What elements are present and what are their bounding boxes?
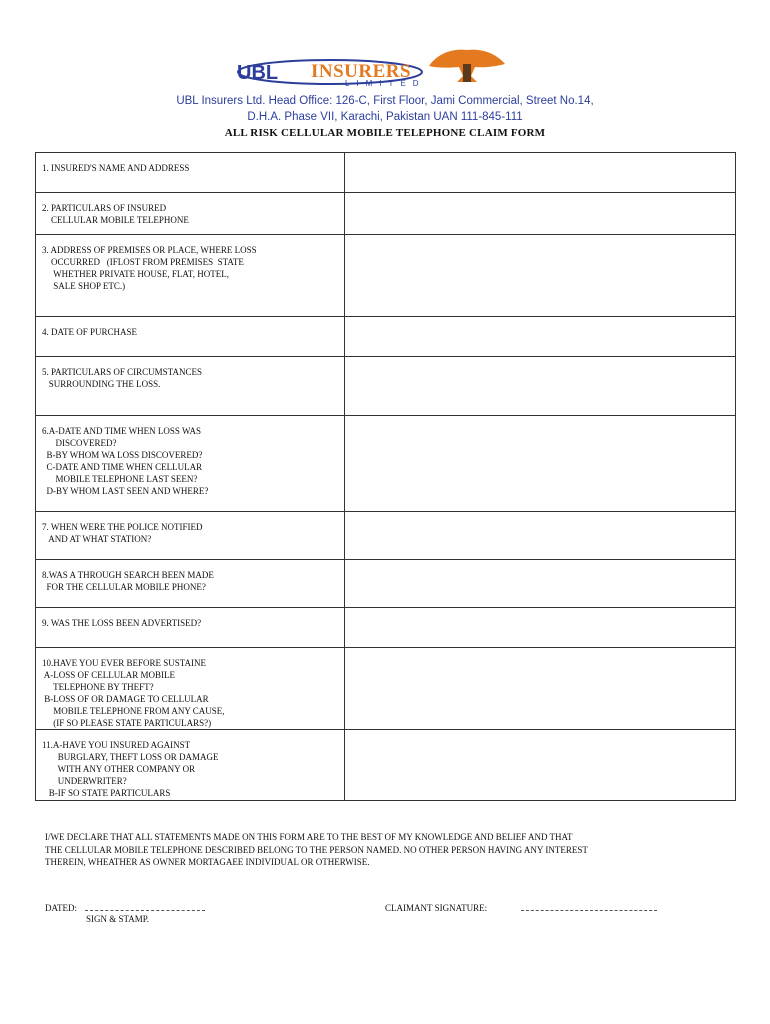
answer-field[interactable]	[344, 235, 735, 317]
question-line: 6.A-DATE AND TIME WHEN LOSS WAS	[42, 426, 202, 436]
answer-field[interactable]	[344, 648, 735, 730]
question-line: WITH ANY OTHER COMPANY OR	[42, 764, 196, 774]
question-label	[36, 730, 345, 801]
question-row	[36, 235, 736, 317]
claim-form-table	[35, 152, 736, 801]
question-line: 9. WAS THE LOSS BEEN ADVERTISED?	[42, 618, 202, 628]
question-line: TELEPHONE BY THEFT?	[42, 682, 154, 692]
question-line: UNDERWRITER?	[42, 776, 127, 786]
question-row	[36, 648, 736, 730]
logo-ubl: UBL	[237, 62, 279, 84]
tree-icon	[427, 46, 507, 86]
office-address-line1: UBL Insurers Ltd. Head Office: 126-C, First Floor, Jami Commercial, Street No.14,	[176, 95, 594, 107]
declaration-line: THE CELLULAR MOBILE TELEPHONE DESCRIBED BELONG TO THE PERSON NAMED. NO OTHER PERSON HAVING ANY INTEREST	[45, 844, 588, 855]
declaration-line: THEREIN, WHEATHER AS OWNER MORTAGAEE INDIVIDUAL OR OTHERWISE.	[45, 857, 370, 867]
question-label	[36, 560, 345, 608]
question-line: WHETHER PRIVATE HOUSE, FLAT, HOTEL,	[42, 269, 229, 279]
company-logo	[237, 46, 537, 92]
question-line: B-IF SO STATE PARTICULARS	[42, 788, 171, 798]
question-line: 7. WHEN WERE THE POLICE NOTIFIED	[42, 522, 203, 532]
answer-field[interactable]	[344, 416, 735, 512]
answer-field[interactable]	[344, 512, 735, 560]
answer-field[interactable]	[344, 317, 735, 357]
question-line: 2. PARTICULARS OF INSURED	[42, 203, 167, 213]
claimant-signature-label: CLAIMANT SIGNATURE:	[385, 903, 488, 913]
logo-limited: LIMITED	[345, 79, 426, 88]
answer-field[interactable]	[344, 193, 735, 235]
question-line: SALE SHOP ETC.)	[42, 281, 126, 291]
answer-field[interactable]	[344, 560, 735, 608]
declaration	[45, 831, 745, 869]
question-row	[36, 608, 736, 648]
question-label	[36, 357, 345, 416]
question-line: BURGLARY, THEFT LOSS OR DAMAGE	[42, 752, 219, 762]
dated-label: DATED:	[45, 903, 77, 913]
answer-field[interactable]	[344, 357, 735, 416]
question-line: B-LOSS OF OR DAMAGE TO CELLULAR	[42, 694, 209, 704]
answer-field[interactable]	[344, 608, 735, 648]
question-row	[36, 730, 736, 801]
question-row	[36, 317, 736, 357]
question-line: MOBILE TELEPHONE LAST SEEN?	[42, 474, 198, 484]
question-line: 3. ADDRESS OF PREMISES OR PLACE, WHERE LOSS	[42, 245, 257, 255]
question-line: FOR THE CELLULAR MOBILE PHONE?	[42, 582, 206, 592]
logo-insurers: INSURERS	[311, 61, 412, 82]
question-line: 8.WAS A THROUGH SEARCH BEEN MADE	[42, 570, 214, 580]
question-line: (IF SO PLEASE STATE PARTICULARS?)	[42, 718, 212, 728]
question-line: 1. INSURED'S NAME AND ADDRESS	[42, 163, 190, 173]
question-line: D-BY WHOM LAST SEEN AND WHERE?	[42, 486, 209, 496]
question-line: B-BY WHOM WA LOSS DISCOVERED?	[42, 450, 203, 460]
office-address-line2: D.H.A. Phase VII, Karachi, Pakistan UAN 111-845-111	[247, 111, 523, 123]
answer-field[interactable]	[344, 153, 735, 193]
question-line: SURROUNDING THE LOSS.	[42, 379, 161, 389]
question-label	[36, 416, 345, 512]
question-row	[36, 357, 736, 416]
question-line: C-DATE AND TIME WHEN CELLULAR	[42, 462, 203, 472]
question-label	[36, 512, 345, 560]
question-line: DISCOVERED?	[42, 438, 117, 448]
question-line: MOBILE TELEPHONE FROM ANY CAUSE,	[42, 706, 225, 716]
question-label	[36, 317, 345, 357]
question-line: 4. DATE OF PURCHASE	[42, 327, 138, 337]
question-line: 5. PARTICULARS OF CIRCUMSTANCES	[42, 367, 202, 377]
question-line: 10.HAVE YOU EVER BEFORE SUSTAINE	[42, 658, 207, 668]
question-line: A-LOSS OF CELLULAR MOBILE	[42, 670, 176, 680]
question-line: 11.A-HAVE YOU INSURED AGAINST	[42, 740, 191, 750]
question-line: AND AT WHAT STATION?	[42, 534, 152, 544]
question-label	[36, 193, 345, 235]
sign-stamp-label: SIGN & STAMP.	[86, 914, 150, 924]
question-line: OCCURRED (IFLOST FROM PREMISES STATE	[42, 257, 244, 267]
question-row	[36, 193, 736, 235]
question-line: CELLULAR MOBILE TELEPHONE	[42, 215, 189, 225]
declaration-line: I/WE DECLARE THAT ALL STATEMENTS MADE ON THIS FORM ARE TO THE BEST OF MY KNOWLEDGE AND BELIEF AND THAT	[45, 832, 573, 842]
form-title: ALL RISK CELLULAR MOBILE TELEPHONE CLAIM FORM	[224, 127, 546, 139]
question-label	[36, 608, 345, 648]
question-label	[36, 235, 345, 317]
question-row	[36, 416, 736, 512]
question-label	[36, 153, 345, 193]
dated-field[interactable]	[85, 910, 205, 911]
question-row	[36, 153, 736, 193]
question-row	[36, 512, 736, 560]
question-label	[36, 648, 345, 730]
question-row	[36, 560, 736, 608]
answer-field[interactable]	[344, 730, 735, 801]
claimant-signature-field[interactable]	[521, 910, 657, 911]
